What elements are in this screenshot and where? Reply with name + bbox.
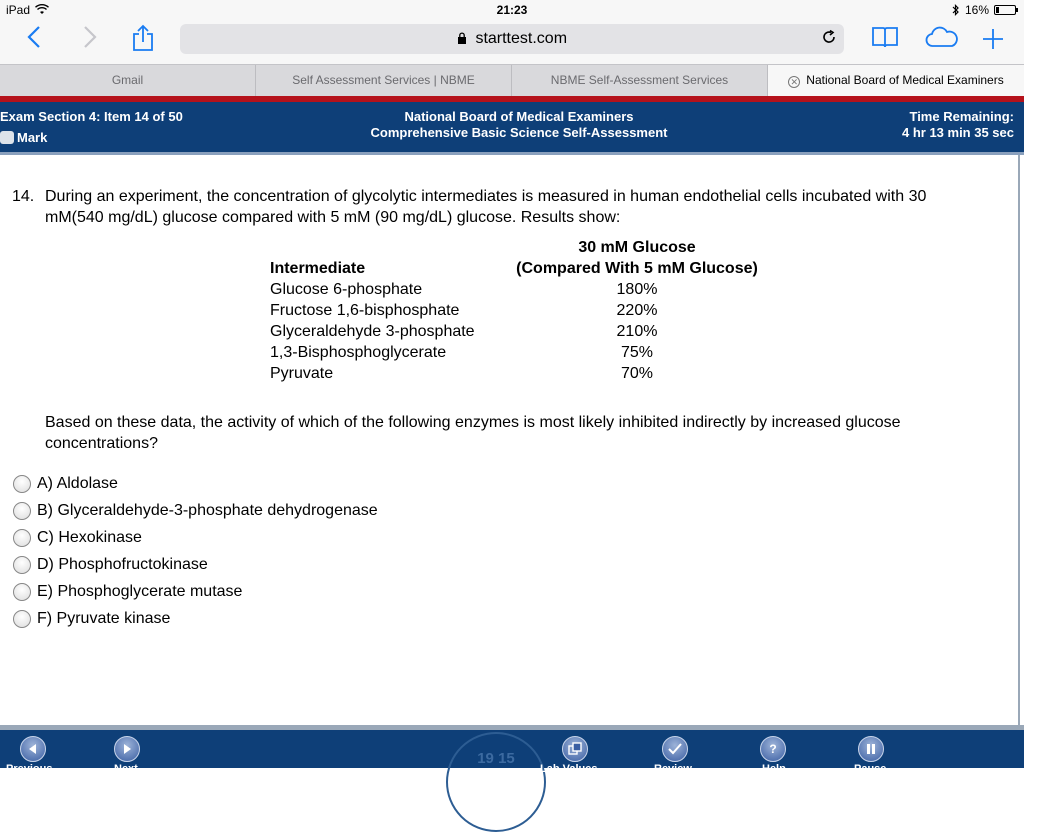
review-button[interactable]: [662, 736, 688, 762]
status-bar: [0, 0, 1024, 20]
next-icon: [121, 743, 133, 755]
question-number: 14.: [12, 188, 35, 205]
pause-label[interactable]: Pause: [854, 763, 887, 775]
table-header-intermediate: Intermediate: [270, 260, 366, 277]
question-stem: During an experiment, the concentration of glycolytic intermediates is measured in human endothelial cells incubated with 30 mM(540 mg/dL) glucose compared with 5 mM (90 mg/dL) glucose. Results show:: [45, 188, 927, 226]
battery-percent: 16%: [964, 3, 989, 17]
mark-box[interactable]: [0, 131, 14, 144]
battery-icon: [994, 5, 1016, 15]
question-prompt: Based on these data, the activity of which of the following enzymes is most likely inhibited indirectly by increased glucose concentrations?: [45, 414, 901, 452]
radio-button[interactable]: [13, 556, 31, 574]
table-header-value-line2: (Compared With 5 mM Glucose): [516, 260, 758, 277]
reload-icon[interactable]: [822, 29, 836, 49]
option-b[interactable]: B) Glyceraldehyde-3-phosphate dehydrogenase: [13, 497, 378, 524]
table-header-value-line1: 30 mM Glucose: [578, 239, 696, 256]
review-label[interactable]: Review: [654, 763, 692, 775]
help-label[interactable]: Help: [762, 763, 786, 775]
table-row: Fructose 1,6-bisphosphate 220%: [270, 302, 658, 319]
question-panel: [0, 155, 1020, 725]
item-indicator: Exam Section 4: Item 14 of 50: [0, 109, 183, 124]
share-icon[interactable]: [130, 24, 156, 56]
checkmark-icon: [668, 743, 682, 755]
radio-button[interactable]: [13, 610, 31, 628]
tab-gmail[interactable]: Gmail: [0, 65, 256, 96]
question-text: [12, 186, 972, 228]
exam-org-title: National Board of Medical Examiners: [404, 109, 634, 124]
exam-footer: [0, 730, 1024, 775]
radio-button[interactable]: [13, 475, 31, 493]
radio-button[interactable]: [13, 583, 31, 601]
lab-values-label[interactable]: Lab Values: [540, 763, 598, 775]
time-remaining: 4 hr 13 min 35 sec: [901, 125, 1014, 140]
option-a[interactable]: A) Aldolase: [13, 470, 378, 497]
option-d[interactable]: D) Phosphofructokinase: [13, 551, 378, 578]
answer-options: [13, 470, 378, 632]
pause-icon: [866, 743, 876, 755]
back-icon[interactable]: [22, 24, 46, 56]
previous-icon: [27, 743, 39, 755]
results-table: [270, 237, 764, 384]
browser-tabs: [0, 64, 1024, 96]
pause-button[interactable]: [858, 736, 884, 762]
option-e[interactable]: E) Phosphoglycerate mutase: [13, 578, 378, 605]
previous-label[interactable]: Previous: [6, 763, 53, 775]
next-button[interactable]: [114, 736, 140, 762]
mark-checkbox[interactable]: [0, 130, 183, 145]
tab-national-board[interactable]: ✕ National Board of Medical Examiners: [768, 65, 1024, 96]
next-label[interactable]: Next: [114, 763, 138, 775]
exam-title: Comprehensive Basic Science Self-Assessment: [370, 125, 668, 140]
help-button[interactable]: [760, 736, 786, 762]
exam-header: [0, 102, 1024, 152]
close-tab-icon[interactable]: ✕: [788, 76, 800, 88]
radio-button[interactable]: [13, 529, 31, 547]
address-bar[interactable]: [180, 24, 844, 54]
mark-label: Mark: [17, 130, 48, 145]
lock-icon: [457, 32, 467, 44]
tab-nbme-self-assessment[interactable]: NBME Self-Assessment Services: [512, 65, 768, 96]
icloud-tabs-icon[interactable]: [922, 24, 962, 56]
option-c[interactable]: C) Hexokinase: [13, 524, 378, 551]
table-row: Pyruvate 70%: [270, 365, 654, 382]
url-text: starttest.com: [475, 30, 568, 47]
table-row: Glucose 6-phosphate 180%: [270, 281, 658, 298]
browser-toolbar: [0, 20, 1024, 64]
tab-self-assessment-services[interactable]: Self Assessment Services | NBME: [256, 65, 512, 96]
table-row: 1,3-Bisphosphoglycerate 75%: [270, 344, 654, 361]
nbme-seal-logo: 19 15: [446, 732, 546, 832]
option-f[interactable]: F) Pyruvate kinase: [13, 605, 378, 632]
forward-icon[interactable]: [78, 24, 102, 56]
help-icon: ?: [769, 742, 777, 756]
lab-values-button[interactable]: [562, 736, 588, 762]
radio-button[interactable]: [13, 502, 31, 520]
time-label: Time Remaining:: [909, 109, 1014, 124]
previous-button[interactable]: [20, 736, 46, 762]
bookmarks-icon[interactable]: [870, 24, 900, 56]
clock: 21:23: [496, 3, 528, 17]
lab-values-icon: [568, 742, 582, 756]
new-tab-icon[interactable]: [980, 24, 1006, 56]
device-label: iPad: [6, 3, 31, 17]
table-row: Glyceraldehyde 3-phosphate 210%: [270, 323, 658, 340]
bluetooth-icon: [952, 4, 960, 16]
